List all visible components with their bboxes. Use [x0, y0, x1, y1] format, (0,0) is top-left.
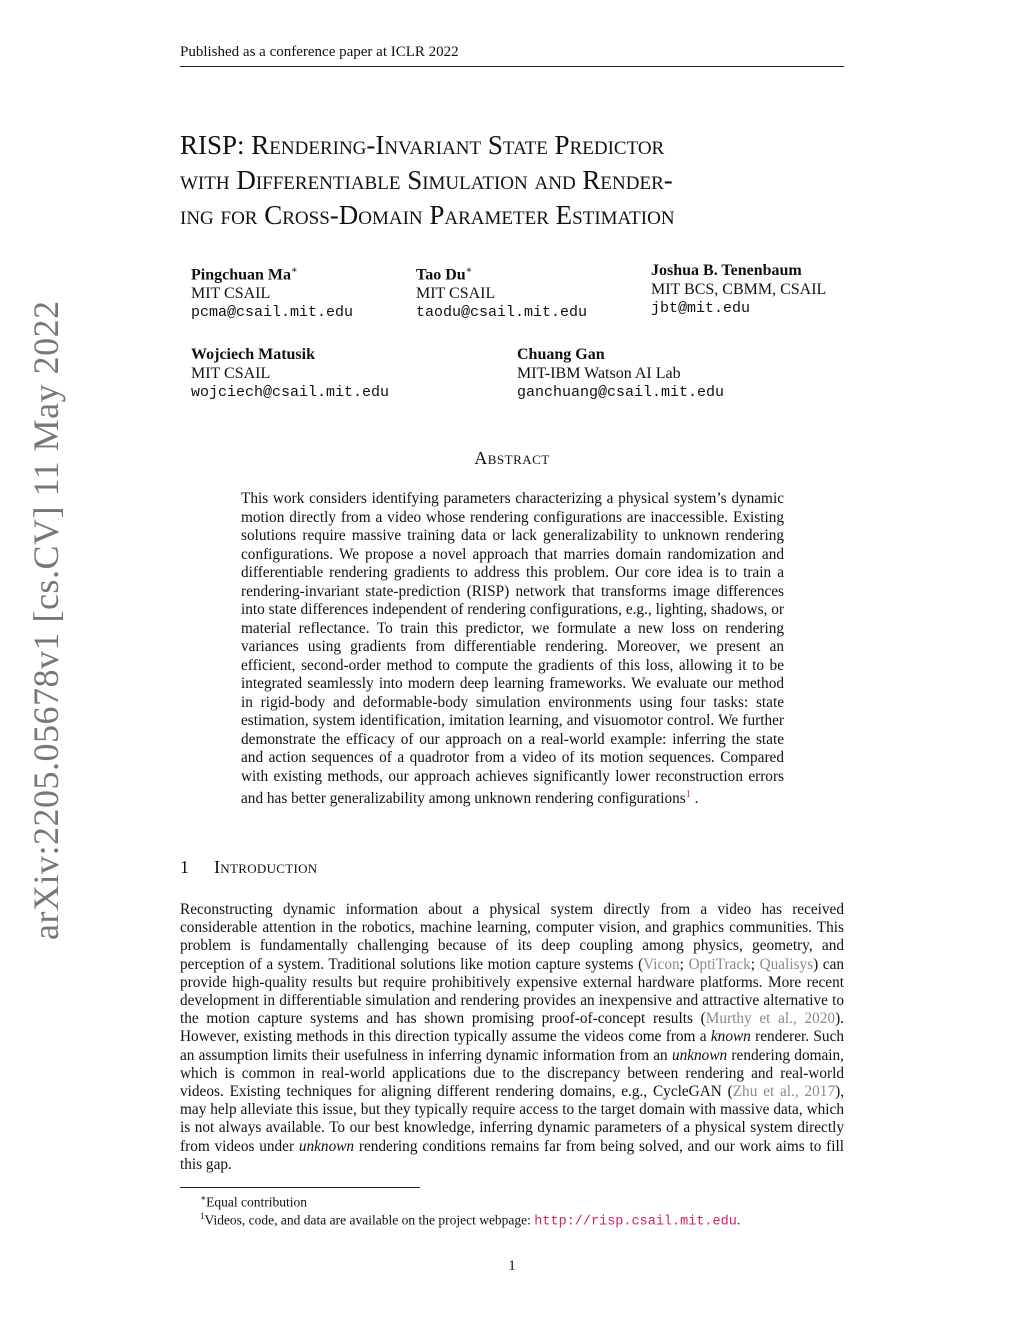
paper-title	[180, 128, 844, 233]
emphasis: unknown	[671, 1046, 728, 1064]
intro-text: ;	[679, 955, 689, 973]
section-title: Introduction	[214, 857, 318, 877]
running-header: Published as a conference paper at ICLR 2022	[180, 44, 844, 67]
footnote-text: Equal contribution	[206, 1194, 307, 1210]
title-line-1: RISP: Rendering-Invariant State Predictor	[180, 130, 665, 160]
intro-text: ;	[750, 955, 760, 973]
footnote-ref[interactable]: 1	[685, 789, 691, 800]
abstract-end: .	[690, 790, 699, 808]
intro-text: ), may help alleviate this issue, but they typically require access to the target domain with massive data, which is not always available. To our best knowledge, inferring dynamic parameters of a physical system directly from videos under	[180, 1083, 845, 1155]
author-email: taodu@csail.mit.edu	[416, 304, 588, 322]
footnote-2	[200, 1208, 740, 1231]
author-name: Wojciech Matusik	[191, 346, 315, 363]
project-url-link[interactable]: http://risp.csail.mit.edu	[534, 1214, 737, 1230]
author-name: Chuang Gan	[517, 346, 605, 363]
intro-text: ). However, existing methods in this direction typically assume the videos come from a	[180, 1010, 844, 1046]
author-affiliation: MIT CSAIL	[191, 365, 271, 382]
intro-text: rendering domain, which is common in real-world applications due to the discrepancy between rendering and real-world videos. Existing techniques for aligning different rendering domains, e.g., CycleGAN (	[180, 1046, 844, 1101]
author-email: jbt@mit.edu	[651, 300, 751, 317]
emphasis: unknown	[298, 1137, 355, 1155]
footnote-mark: 1	[200, 1211, 205, 1221]
author-name: Tao Du	[416, 266, 466, 284]
footnote-rule	[180, 1187, 420, 1188]
intro-paragraph	[180, 901, 844, 1174]
intro-text: rendering conditions remains far from being solved, and our work aims to fill this gap.	[180, 1137, 844, 1173]
abstract-heading: Abstract	[474, 448, 550, 468]
footnote-mark: ∗	[200, 1193, 207, 1203]
author-email: wojciech@csail.mit.edu	[191, 384, 390, 401]
citation-link[interactable]: Zhu et al., 2017	[732, 1083, 836, 1101]
intro-text: ) can provide high-quality results but require prohibitively expensive external hardware platforms. More recent development in differentiable simulation and rendering provides an inexpensive and attractive alternative to the motion capture systems and has shown promising proof-of-concept results (	[180, 955, 845, 1028]
title-line-2: with Differentiable Simulation and Render-	[180, 165, 673, 195]
emphasis: known	[710, 1028, 751, 1046]
citation-link[interactable]: OptiTrack	[688, 955, 751, 973]
author-affiliation: MIT BCS, CBMM, CSAIL	[651, 281, 827, 298]
section-heading	[180, 857, 844, 878]
abstract-text: This work considers identifying parameters characterizing a physical system’s dynamic motion directly from a video whose rendering configurations are inaccessible. Existing solutions require massive training data or lack generalizability to unknown rendering configurations. We propose a novel approach that marries domain randomization and differentiable rendering gradients to address this problem. Our core idea is to train a rendering-invariant state-prediction (RISP) network that transforms image differences into state differences independent of rendering configurations, e.g., lighting, shadows, or material reflectance. To train this predictor, we formulate a new loss on rendering variances using gradients from differentiable rendering. Moreover, we present an efficient, second-order method to compute the gradients of this loss, allowing it to be integrated seamlessly into modern deep learning frameworks. We evaluate our method in rigid-body and deformable-body simulation environments using four tasks: state estimation, system identification, imitation learning, and visuomotor control. We further demonstrate the efficacy of our approach on a real-world example: inferring the state and action sequences of a quadrotor from a video of its motion sequences. Compared with existing methods, our approach achieves significantly lower reconstruction errors and has better generalizability among unknown rendering configurations	[241, 490, 784, 808]
author-mark: ∗	[291, 265, 298, 276]
citation-link[interactable]: Murthy et al., 2020	[705, 1010, 836, 1028]
footnote-end: .	[736, 1212, 741, 1228]
author-mark: ∗	[465, 265, 473, 276]
author-name: Pingchuan Ma	[191, 266, 292, 284]
author-block	[191, 345, 389, 402]
author-block	[416, 261, 587, 322]
author-block	[191, 261, 353, 322]
page-number: 1	[508, 1258, 516, 1274]
footnote-text: Videos, code, and data are available on the project webpage:	[204, 1212, 535, 1228]
author-email: ganchuang@csail.mit.edu	[517, 384, 725, 401]
author-affiliation: MIT CSAIL	[416, 285, 496, 303]
intro-text: Reconstructing dynamic information about a physical system directly from a video has received considerable attention in the robotics, machine learning, computer vision, and graphics communities. This problem is fundamentally challenging because of its deep coupling among physics, geometry, and perception of a system. Traditional solutions like motion capture systems (	[180, 901, 844, 973]
title-line-3: ing for Cross-Domain Parameter Estimation	[180, 200, 675, 230]
section-number: 1	[180, 857, 189, 877]
author-name: Joshua B. Tenenbaum	[651, 262, 802, 279]
intro-text: renderer. Such an assumption limits their usefulness in inferring dynamic information from an	[180, 1028, 845, 1064]
abstract-body	[241, 490, 784, 809]
author-email: pcma@csail.mit.edu	[191, 304, 354, 322]
citation-link[interactable]: Qualisys	[759, 955, 814, 973]
author-block	[517, 345, 724, 402]
citation-link[interactable]: Vicon	[643, 955, 680, 973]
author-affiliation: MIT-IBM Watson AI Lab	[517, 365, 681, 382]
author-block	[651, 261, 826, 318]
author-affiliation: MIT CSAIL	[191, 285, 271, 303]
arxiv-stamp: arXiv:2205.05678v1 [cs.CV] 11 May 2022	[26, 300, 66, 940]
